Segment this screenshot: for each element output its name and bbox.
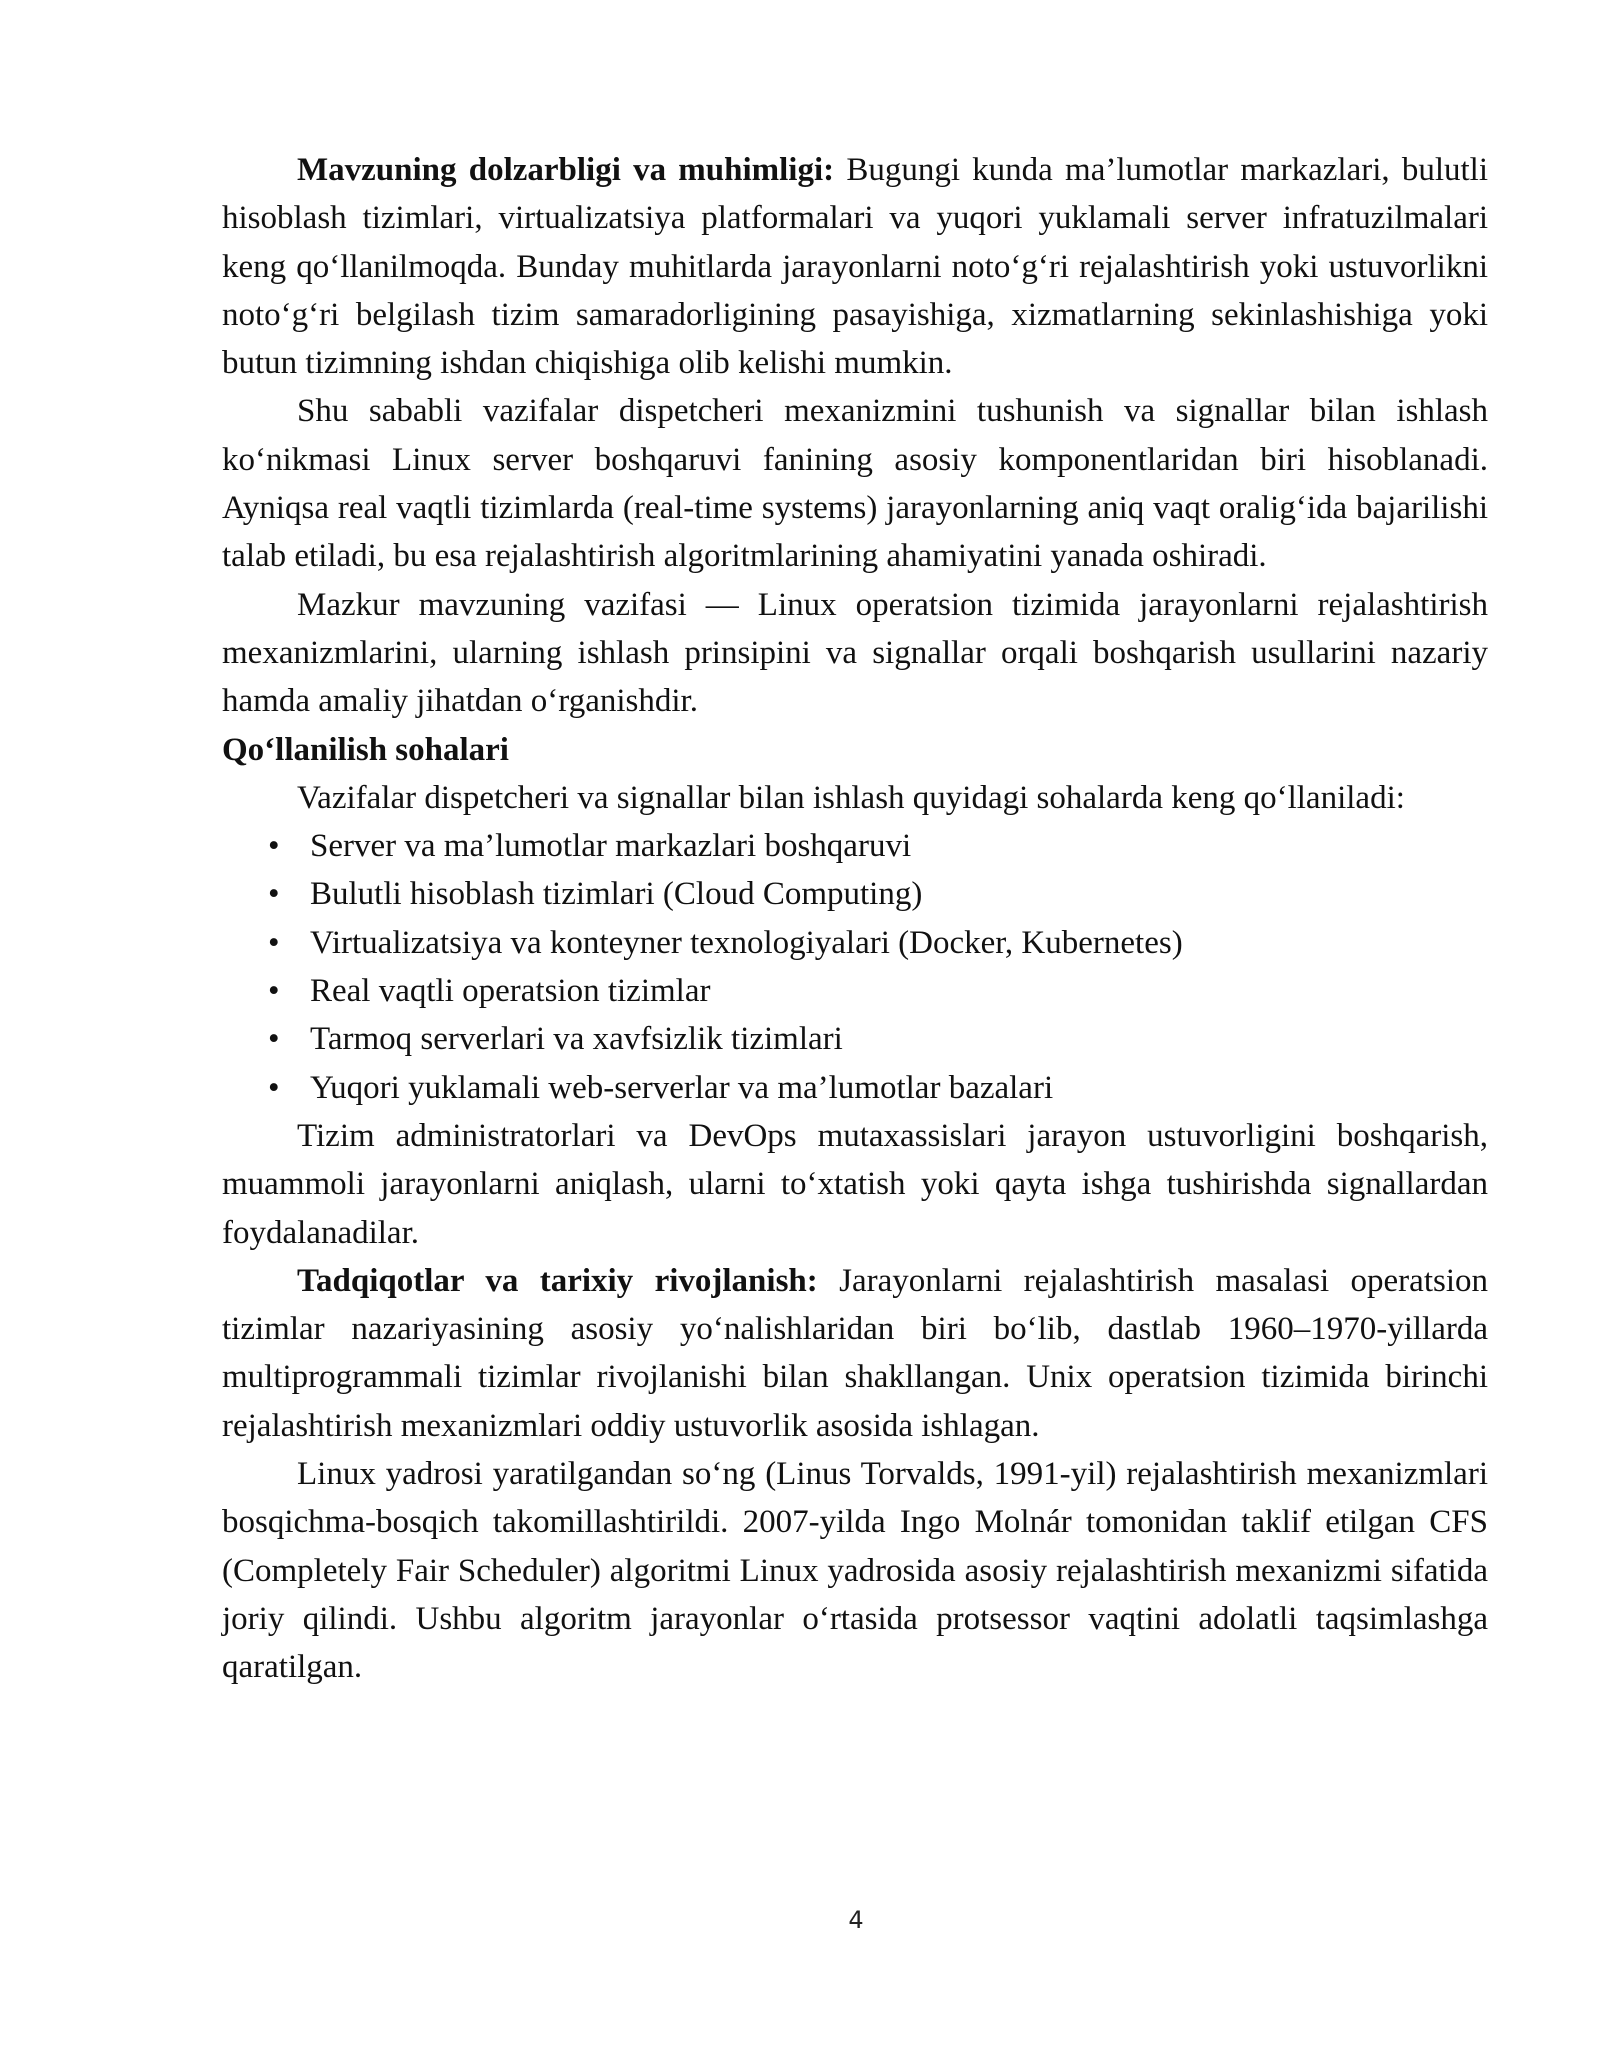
page-content — [222, 146, 1488, 1692]
paragraph-task-objective: Mazkur mavzuning vazifasi — Linux operatsion tizimida jarayonlarni rejalashtirish mexanizmlarini, ularning ishlash prinsipini va signallar orqali boshqarish usullarini nazariy hamda amaliy jihatdan o‘rganishdir. — [222, 586, 1488, 720]
list-item: • Server va ma’lumotlar markazlari boshqaruvi — [268, 822, 1488, 870]
relevance-text: Bugungi kunda ma’lumotlar markazlari, bulutli hisoblash tizimlari, virtualizatsiya platformalari va yuqori yuklamali server infratuzilmalari keng qo‘llanilmoqda. Bunday muhitlarda jarayonlarni noto‘g‘ri rejalashtirish yoki ustuvorlikni noto‘g‘ri belgilash tizim samaradorligining pasayishiga, xizmatlarning sekinlashishiga yoki butun tizimning ishdan chiqishiga olib kelishi mumkin. — [222, 152, 1489, 382]
history-lead: Tadqiqotlar va tarixiy rivojlanish: — [297, 1262, 818, 1299]
page-number: 4 — [848, 1906, 864, 1934]
paragraph-history — [222, 1257, 1488, 1450]
list-item: • Virtualizatsiya va konteyner texnologiyalari (Docker, Kubernetes) — [268, 919, 1488, 967]
paragraph-applications-intro: Vazifalar dispetcheri va signallar bilan ishlash quyidagi sohalarda keng qo‘llaniladi: — [297, 779, 1405, 816]
applications-list — [222, 822, 1488, 1112]
paragraph-scheduler-skills: Shu sababli vazifalar dispetcheri mexanizmini tushunish va signallar bilan ishlash ko‘nikmasi Linux server boshqaruvi fanining asosiy komponentlaridan biri hisoblanadi. Ayniqsa real vaqtli tizimlarda (real-time systems) jarayonlarning aniq vaqt oralig‘ida bajarilishi talab etiladi, bu esa rejalashtirish algoritmlarining ahamiyatini yanada oshiradi. — [222, 393, 1488, 575]
list-item: • Tarmoq serverlari va xavfsizlik tizimlari — [268, 1015, 1488, 1063]
section-heading-applications: Qo‘llanilish sohalari — [222, 731, 509, 768]
list-item: • Bulutli hisoblash tizimlari (Cloud Computing) — [268, 870, 1488, 918]
list-item: • Real vaqtli operatsion tizimlar — [268, 967, 1488, 1015]
paragraph-linux-cfs: Linux yadrosi yaratilgandan so‘ng (Linus Torvalds, 1991-yil) rejalashtirish mexanizmlari bosqichma-bosqich takomillashtirildi. 2007-yilda Ingo Molnár tomonidan taklif etilgan CFS (Completely Fair Scheduler) algoritmi Linux yadrosida asosiy rejalashtirish mexanizmi sifatida joriy qilindi. Ushbu algoritm jarayonlar o‘rtasida protsessor vaqtini adolatli taqsimlashga qaratilgan. — [222, 1456, 1488, 1686]
list-item: • Yuqori yuklamali web-serverlar va ma’lumotlar bazalari — [268, 1064, 1488, 1112]
paragraph-relevance — [222, 146, 1488, 387]
paragraph-devops-signals: Tizim administratorlari va DevOps mutaxassislari jarayon ustuvorligini boshqarish, muammoli jarayonlarni aniqlash, ularni to‘xtatish yoki qayta ishga tushirishda signallardan foydalanadilar. — [222, 1117, 1488, 1251]
history-text: Jarayonlarni rejalashtirish masalasi operatsion tizimlar nazariyasining asosiy yo‘nalishlaridan biri bo‘lib, dastlab 1960–1970-yillarda multiprogrammali tizimlar rivojlanishi bilan shakllangan. Unix operatsion tizimida birinchi rejalashtirish mexanizmlari oddiy ustuvorlik asosida ishlagan. — [222, 1262, 1488, 1444]
relevance-lead: Mavzuning dolzarbligi va muhimligi: — [297, 152, 835, 188]
